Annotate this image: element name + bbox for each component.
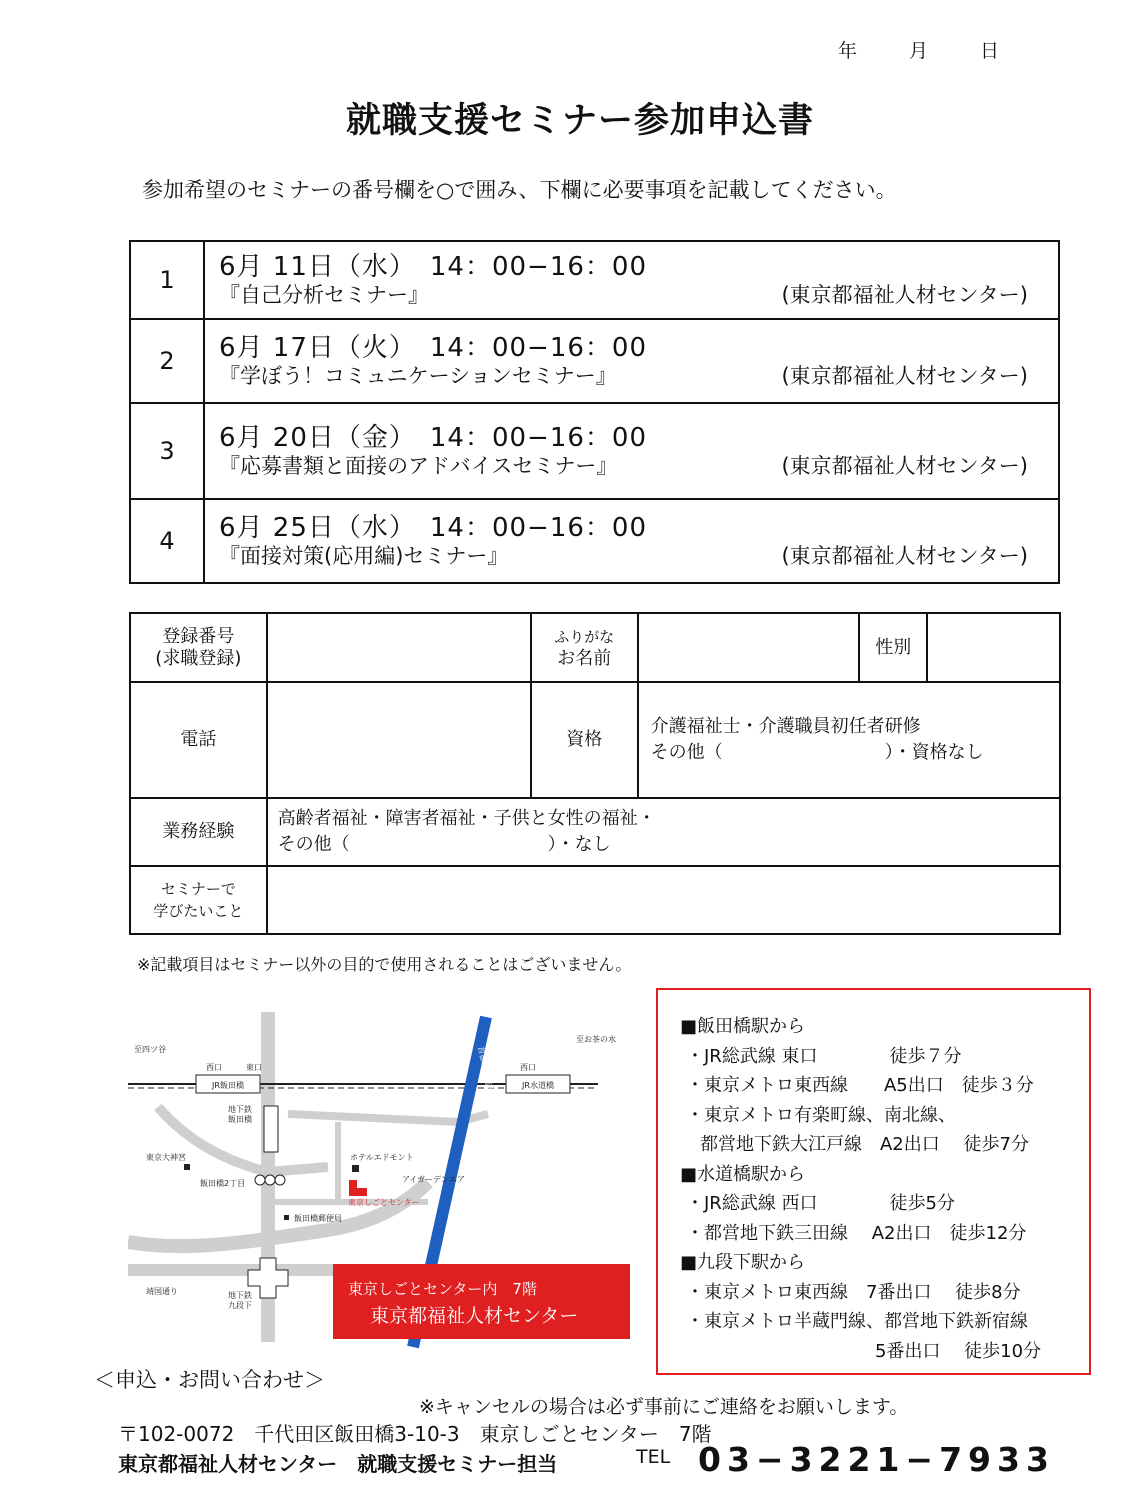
seminar-venue: (東京都福祉人材センター) — [781, 454, 1028, 478]
access-map — [128, 1002, 640, 1352]
seminar-number[interactable]: 4 — [130, 499, 204, 583]
banner-line-1: 東京しごとセンター内 7階 — [348, 1280, 537, 1298]
seminar-venue: (東京都福祉人材センター) — [781, 544, 1028, 568]
seminar-name: 『学ぼう！コミュニケーションセミナー』 — [219, 364, 617, 388]
subway-iidabashi-label-2: 飯田橋 — [228, 1115, 252, 1124]
access-line: ・JR総武線 西口 徒歩5分 — [686, 1193, 955, 1214]
access-line: ・東京メトロ東西線 7番出口 徒歩8分 — [686, 1281, 1021, 1303]
hotel-label: ホテルエドモント — [350, 1153, 414, 1162]
seminar-name: 『自己分析セミナー』 — [219, 283, 429, 307]
iidabashi-2chome-label: 飯田橋2丁目 — [200, 1179, 246, 1188]
gender-field[interactable] — [927, 613, 1060, 682]
subway-iidabashi-box — [264, 1106, 278, 1152]
yasukuni-label: 靖国通り — [146, 1287, 178, 1296]
access-line: ・都営地下鉄三田線 A2出口 徒歩12分 — [686, 1222, 1027, 1244]
gender-label: 性別 — [859, 613, 927, 682]
name-label: ふりがな お名前 — [531, 613, 638, 682]
seminar-datetime: 6月 17日（火） 14：00−16：00 — [219, 333, 648, 363]
shigoto-center-label: 東京しごとセンター — [348, 1198, 420, 1207]
experience-options[interactable] — [267, 798, 1060, 866]
seminar-name: 『応募書類と面接のアドバイスセミナー』 — [219, 454, 618, 478]
subway-kudan-label-1: 地下鉄 — [228, 1291, 252, 1300]
seminar-body — [204, 241, 1059, 319]
post-office-marker — [284, 1215, 289, 1220]
date-line — [838, 36, 1051, 63]
tel-label: TEL — [636, 1446, 671, 1468]
seminar-body — [204, 499, 1059, 583]
phone-field[interactable] — [267, 682, 531, 798]
access-line: ・東京メトロ半蔵門線、都営地下鉄新宿線 — [686, 1311, 1028, 1332]
qualification-options[interactable] — [638, 682, 1060, 798]
to-yotsuya-label: 至四ツ谷 — [134, 1045, 166, 1054]
experience-label: 業務経験 — [130, 798, 267, 866]
access-line: ・東京メトロ東西線 A5出口 徒歩３分 — [686, 1075, 1034, 1096]
seminar-number[interactable]: 2 — [130, 319, 204, 403]
access-heading-kudanshita: ■九段下駅から — [680, 1252, 806, 1273]
seminar-row[interactable] — [130, 499, 1059, 583]
application-form — [129, 612, 1061, 935]
igarden-label: アイガーデンエア — [402, 1175, 465, 1184]
access-line: ・JR総武線 東口 徒歩７分 — [686, 1045, 962, 1067]
signal-marker — [255, 1175, 285, 1185]
qualification-line-1: 介護福祉士・介護職員初任者研修 — [650, 716, 921, 737]
seminar-name: 『面接対策(応用編)セミナー』 — [219, 544, 509, 568]
access-line: ・東京メトロ有楽町線、南北線、 — [686, 1104, 956, 1126]
jr-suidobashi-label: JR水道橋 — [522, 1081, 554, 1090]
cancel-note: ※キャンセルの場合は必ず事前にご連絡をお願いします。 — [419, 1396, 909, 1418]
access-info-box — [656, 988, 1091, 1375]
subway-kudan-label-2: 九段下 — [228, 1301, 252, 1310]
jr-iidabashi-label: JR飯田橋 — [212, 1081, 244, 1090]
west-exit-label-2: 西口 — [520, 1063, 536, 1072]
seminar-datetime: 6月 25日（水） 14：00−16：00 — [219, 513, 648, 543]
seminar-row[interactable] — [130, 319, 1059, 403]
date-day: 日 — [980, 40, 1000, 62]
experience-line-2: その他（ ）・なし — [277, 834, 611, 855]
access-heading-iidabashi: ■飯田橋駅から — [680, 1016, 806, 1037]
organization-name: 東京都福祉人材センター 就職支援セミナー担当 — [118, 1452, 558, 1476]
subway-iidabashi-label-1: 地下鉄 — [228, 1105, 252, 1114]
learn-label: セミナーで 学びたいこと — [130, 866, 267, 934]
seminar-table — [129, 240, 1060, 584]
access-line: 都営地下鉄大江戸線 A2出口 徒歩7分 — [700, 1134, 1029, 1155]
qualification-line-2: その他（ ）・資格なし — [650, 742, 984, 763]
access-line: 5番出口 徒歩10分 — [875, 1340, 1042, 1362]
daijingu-marker — [184, 1164, 190, 1170]
hotel-marker — [352, 1165, 359, 1172]
name-field[interactable] — [638, 613, 860, 682]
date-month: 月 — [909, 40, 929, 62]
registration-number-field[interactable] — [267, 613, 531, 682]
seminar-number[interactable]: 3 — [130, 403, 204, 499]
contact-heading: ＜申込・お問い合わせ＞ — [94, 1368, 325, 1392]
to-ochanomizu-label: 至お茶の水 — [576, 1035, 616, 1044]
location-banner — [333, 1264, 630, 1339]
phone-label: 電話 — [130, 682, 267, 798]
instruction-text: 参加希望のセミナーの番号欄を○で囲み、下欄に必要事項を記載してください。 — [142, 178, 897, 202]
registration-label: 登録番号 (求職登録) — [130, 613, 267, 682]
seminar-row[interactable] — [130, 241, 1059, 319]
date-year: 年 — [838, 40, 858, 62]
learn-field[interactable] — [267, 866, 1060, 934]
banner-line-2: 東京都福祉人材センター — [370, 1305, 579, 1327]
seminar-body — [204, 319, 1059, 403]
seminar-datetime: 6月 11日（水） 14：00−16：00 — [219, 252, 648, 282]
page-title: 就職支援セミナー参加申込書 — [345, 101, 814, 141]
experience-line-1: 高齢者福祉・障害者福祉・子供と女性の福祉・ — [277, 808, 656, 829]
access-heading-suidobashi: ■水道橋駅から — [680, 1163, 806, 1185]
seminar-row[interactable] — [130, 403, 1059, 499]
seminar-venue: (東京都福祉人材センター) — [781, 364, 1028, 388]
privacy-note: ※記載項目はセミナー以外の目的で使用されることはございません。 — [137, 955, 632, 974]
tel-number[interactable]: 03−3221−7933 — [698, 1440, 1055, 1479]
expressway-label: 首都高速道路５号線 — [476, 1045, 500, 1118]
seminar-number[interactable]: 1 — [130, 241, 204, 319]
post-office-label: 飯田橋郵便局 — [294, 1214, 342, 1223]
daijingu-label: 東京大神宮 — [146, 1153, 186, 1162]
west-exit-label-1: 西口 — [206, 1063, 222, 1072]
seminar-datetime: 6月 20日（金） 14：00−16：00 — [219, 423, 648, 453]
qualification-label: 資格 — [531, 682, 638, 798]
seminar-body — [204, 403, 1059, 499]
seminar-venue: (東京都福祉人材センター) — [781, 283, 1028, 307]
east-exit-label: 東口 — [246, 1063, 262, 1072]
address-line: 〒102-0072 千代田区飯田橋3-10-3 東京しごとセンター 7階 — [118, 1422, 712, 1446]
